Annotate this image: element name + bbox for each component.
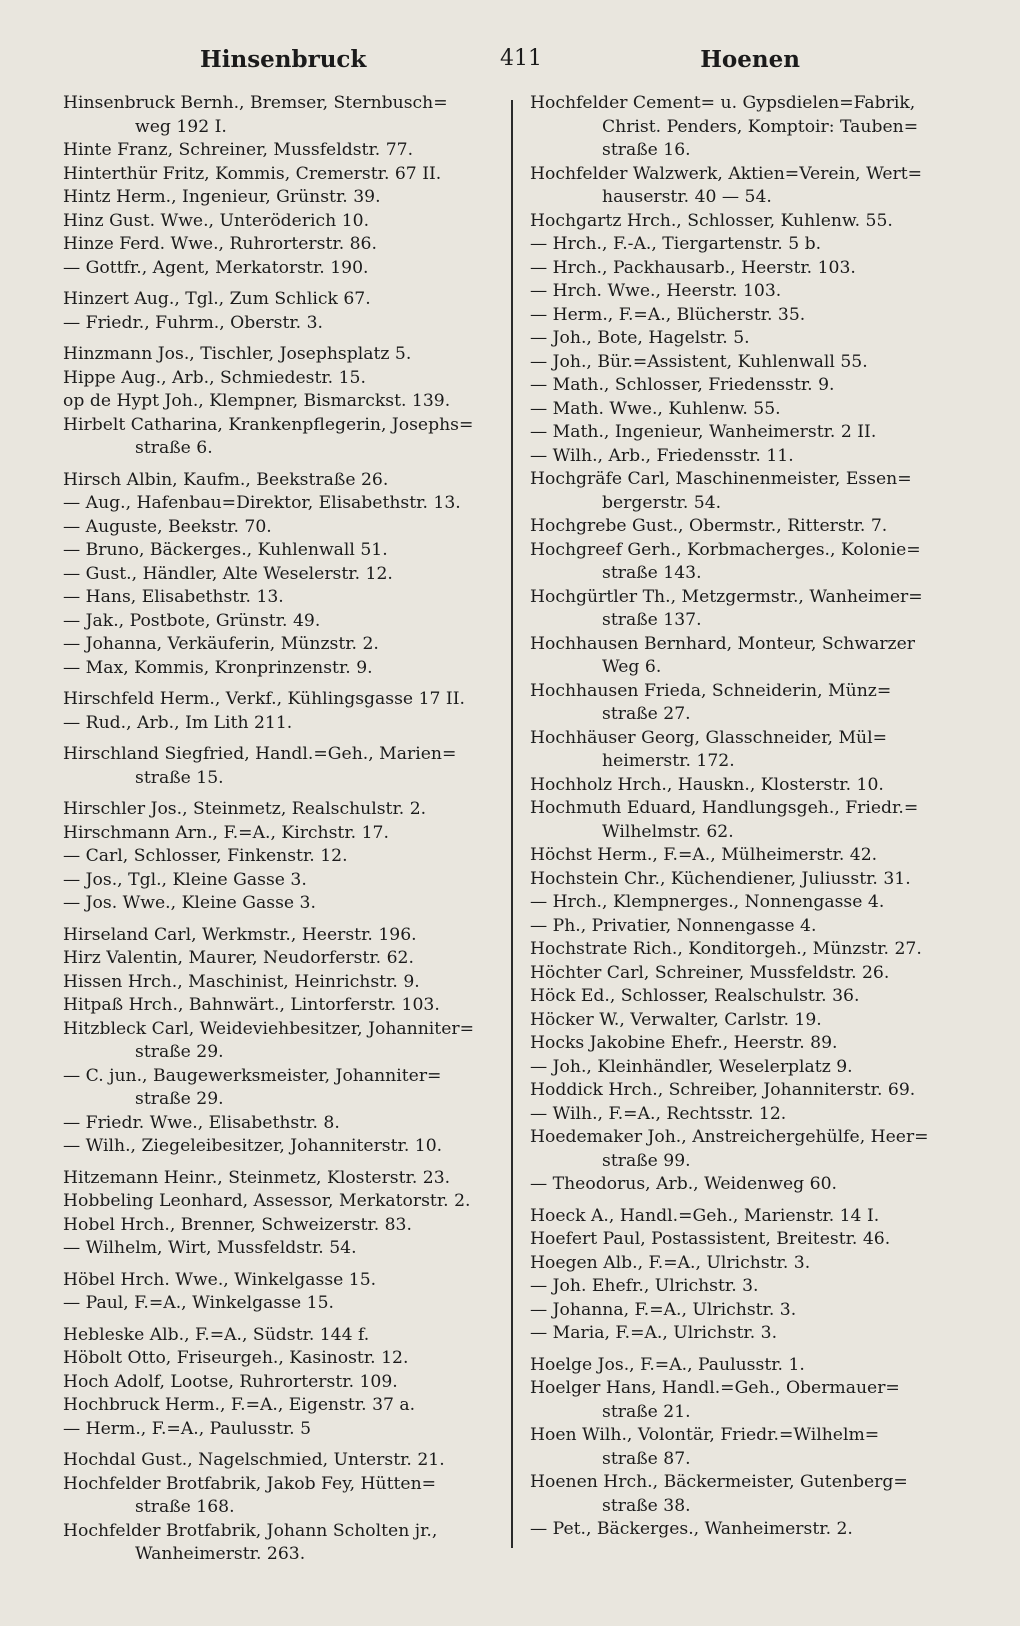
entry-line: — Herm., F.=A., Blücherstr. 35. [530,304,806,325]
entry-line: Hirbelt Catharina, Krankenpflegerin, Josephs= [63,414,474,435]
header-left-keyword: Hinsenbruck [200,46,367,73]
entry-gap [63,1159,495,1167]
entry-line: — Friedr. Wwe., Elisabethstr. 8. [63,1112,340,1133]
entry-line: — Max, Kommis, Kronprinzenstr. 9. [63,657,373,678]
entry-line: op de Hypt Joh., Klempner, Bismarckst. 139. [63,391,451,411]
entry-line: Hochgartz Hrch., Schlosser, Kuhlenw. 55. [530,210,893,231]
directory-entry [530,210,960,234]
directory-entry [63,492,495,516]
entry-line: — Gottfr., Agent, Merkatorstr. 190. [63,257,369,278]
directory-entry [530,1471,960,1518]
entry-line: Hochstrate Rich., Konditorgeh., Münzstr. 27. [530,939,922,959]
directory-entry [530,727,960,774]
entry-line: — Hans, Elisabethstr. 13. [63,587,284,607]
directory-entry [63,610,495,634]
entry-continuation-line: straße 16. [602,140,691,160]
directory-entry [63,845,495,869]
entry-line: Hirsch Albin, Kaufm., Beekstraße 26. [63,469,389,490]
entry-line: Hoefert Paul, Postassistent, Breitestr. 46. [530,1229,891,1249]
entry-continuation-line: Christ. Penders, Komptoir: Tauben= [602,116,919,137]
entry-line: Hochfelder Brotfabrik, Johann Scholten jr., [63,1520,438,1541]
directory-entry [530,1173,960,1197]
entry-line: — Auguste, Beekstr. 70. [63,516,272,537]
entry-line: Hochbruck Herm., F.=A., Eigenstr. 37 a. [63,1395,416,1415]
entry-line: Hinz Gust. Wwe., Unteröderich 10. [63,210,370,231]
directory-entry [530,962,960,986]
directory-entry [530,1079,960,1103]
entry-line: Hochmuth Eduard, Handlungsgeh., Friedr.= [530,798,919,818]
directory-entry [530,1228,960,1252]
entry-line: Hoen Wilh., Volontär, Friedr.=Wilhelm= [530,1425,880,1445]
page-number: 411 [500,46,542,71]
entry-line: Hoenen Hrch., Bäckermeister, Gutenberg= [530,1472,908,1492]
directory-entry [63,1292,495,1316]
entry-line: Hobel Hrch., Brenner, Schweizerstr. 83. [63,1214,412,1235]
entry-line: Hoelger Hans, Handl.=Geh., Obermauer= [530,1378,900,1398]
directory-entry [63,822,495,846]
entry-gap [63,280,495,288]
entry-line: — Wilh., Ziegeleibesitzer, Johanniterstr. 10. [63,1136,443,1156]
entry-line: — Hrch., Klempnerges., Nonnengasse 4. [530,892,885,912]
directory-entry [63,1371,495,1395]
directory-entry [63,563,495,587]
entry-line: — Wilh., F.=A., Rechtsstr. 12. [530,1103,787,1124]
directory-entry [63,1324,495,1348]
directory-entry [63,257,495,281]
directory-entry [530,1205,960,1229]
entry-line: Hochgrebe Gust., Obermstr., Ritterstr. 7. [530,516,888,536]
entry-line: — Hrch. Wwe., Heerstr. 103. [530,281,782,301]
directory-entry [530,92,960,163]
entry-line: Hirschler Jos., Steinmetz, Realschulstr. 2. [63,799,427,819]
entry-line: — Jos., Tgl., Kleine Gasse 3. [63,869,307,890]
directory-entry [63,1347,495,1371]
entry-line: Hintz Herm., Ingenieur, Grünstr. 39. [63,187,381,207]
entry-gap [63,1261,495,1269]
directory-entry [63,92,495,139]
directory-entry [63,1237,495,1261]
entry-line: Höchst Herm., F.=A., Mülheimerstr. 42. [530,845,878,865]
directory-entry [63,924,495,948]
directory-entry [63,343,495,367]
entry-line: — Joh., Bote, Hagelstr. 5. [530,328,750,348]
entry-continuation-line: Weg 6. [602,657,662,677]
directory-entry [530,774,960,798]
entry-gap [63,335,495,343]
entry-line: Hinzert Aug., Tgl., Zum Schlick 67. [63,289,371,309]
directory-entry [63,869,495,893]
directory-entry [530,233,960,257]
entry-line: Hochgürtler Th., Metzgermstr., Wanheimer= [530,586,923,607]
directory-entry [63,1018,495,1065]
entry-line: Hinze Ferd. Wwe., Ruhrorterstr. 86. [63,234,377,254]
column-divider [511,100,513,1548]
entry-continuation-line: straße 137. [602,610,702,630]
entry-line: — Gust., Händler, Alte Weselerstr. 12. [63,563,393,584]
directory-entry [530,680,960,727]
directory-entry [63,516,495,540]
entry-line: Hochhäuser Georg, Glasschneider, Mül= [530,727,888,748]
entry-line: — Paul, F.=A., Winkelgasse 15. [63,1293,334,1313]
entry-line: — Hrch., Packhausarb., Heerstr. 103. [530,257,856,278]
directory-entry [530,938,960,962]
directory-entry [63,312,495,336]
entry-line: Hebleske Alb., F.=A., Südstr. 144 f. [63,1324,370,1345]
directory-entry [530,1252,960,1276]
entry-line: Hochstein Chr., Küchendiener, Juliusstr. 31. [530,868,911,889]
entry-line: Hitzemann Heinr., Steinmetz, Klosterstr. 23. [63,1167,451,1188]
directory-entry [530,351,960,375]
entry-line: Hobbeling Leonhard, Assessor, Merkatorstr. 2. [63,1191,471,1211]
directory-entry [63,1112,495,1136]
directory-entry [530,1275,960,1299]
directory-entry [63,139,495,163]
entry-line: — Jos. Wwe., Kleine Gasse 3. [63,893,316,913]
directory-entry [63,947,495,971]
directory-entry [63,1190,495,1214]
entry-line: Hitpaß Hrch., Bahnwärt., Lintorferstr. 103. [63,995,440,1015]
directory-entry [530,586,960,633]
directory-entry [63,367,495,391]
entry-line: Hochfelder Cement= u. Gypsdielen=Fabrik, [530,93,916,113]
directory-entry [530,1056,960,1080]
directory-entry [63,892,495,916]
entry-line: Hissen Hrch., Maschinist, Heinrichstr. 9. [63,971,420,992]
entry-line: Hoelge Jos., F.=A., Paulusstr. 1. [530,1354,805,1375]
directory-entry [530,374,960,398]
entry-gap [63,916,495,924]
entry-continuation-line: straße 87. [602,1448,691,1469]
entry-line: Höchter Carl, Schreiner, Mussfeldstr. 26. [530,962,890,983]
entry-line: — Johanna, F.=A., Ulrichstr. 3. [530,1299,797,1320]
entry-line: — Rud., Arb., Im Lith 211. [63,712,293,733]
entry-gap [63,1316,495,1324]
entry-gap [63,461,495,469]
entry-line: — Friedr., Fuhrm., Oberstr. 3. [63,312,324,333]
entry-continuation-line: straße 99. [602,1150,691,1171]
entry-line: Hoch Adolf, Lootse, Ruhrorterstr. 109. [63,1371,398,1392]
directory-entry [530,1126,960,1173]
entry-continuation-line: hauserstr. 40 — 54. [602,187,772,207]
left-column [63,92,495,1567]
directory-entry [63,233,495,257]
directory-entry [530,633,960,680]
entry-line: — Math., Ingenieur, Wanheimerstr. 2 II. [530,422,877,442]
entry-line: — Math., Schlosser, Friedensstr. 9. [530,375,835,395]
entry-line: — Wilh., Arb., Friedensstr. 11. [530,445,794,466]
directory-entry [63,798,495,822]
directory-entry [63,414,495,461]
directory-entry [530,539,960,586]
entry-gap [63,1441,495,1449]
entry-line: — Aug., Hafenbau=Direktor, Elisabethstr. 13. [63,493,461,513]
directory-entry [63,633,495,657]
entry-line: Hochfelder Walzwerk, Aktien=Verein, Wert= [530,163,923,184]
entry-line: — Maria, F.=A., Ulrichstr. 3. [530,1323,778,1343]
entry-gap [530,1346,960,1354]
entry-line: — Joh., Bür.=Assistent, Kuhlenwall 55. [530,351,868,372]
directory-entry [530,1354,960,1378]
directory-entry [63,1449,495,1473]
directory-entry [63,712,495,736]
directory-entry [530,844,960,868]
entry-line: Hirschland Siegfried, Handl.=Geh., Marien= [63,744,457,764]
entry-continuation-line: straße 27. [602,704,691,724]
entry-continuation-line: Wilhelmstr. 62. [602,821,734,842]
entry-line: — Joh. Ehefr., Ulrichstr. 3. [530,1276,759,1296]
entry-line: — Bruno, Bäckerges., Kuhlenwall 51. [63,540,388,560]
directory-entry [63,971,495,995]
directory-entry [530,1103,960,1127]
directory-entry [63,586,495,610]
entry-line: Hitzbleck Carl, Weideviehbesitzer, Johanniter= [63,1018,474,1039]
entry-line: Hoegen Alb., F.=A., Ulrichstr. 3. [530,1252,811,1273]
directory-entry [63,390,495,414]
directory-entry [63,1418,495,1442]
entry-line: — C. jun., Baugewerksmeister, Johanniter= [63,1065,442,1086]
entry-line: Hinzmann Jos., Tischler, Josephsplatz 5. [63,344,412,364]
entry-continuation-line: straße 143. [602,563,702,583]
directory-entry [530,1299,960,1323]
header-right-keyword: Hoenen [700,46,800,73]
entry-line: Höck Ed., Schlosser, Realschulstr. 36. [530,986,860,1006]
entry-line: Hirz Valentin, Maurer, Neudorferstr. 62. [63,948,414,968]
entry-continuation-line: straße 29. [135,1042,224,1062]
entry-line: Höbel Hrch. Wwe., Winkelgasse 15. [63,1269,377,1290]
entry-line: — Herm., F.=A., Paulusstr. 5 [63,1418,312,1439]
entry-continuation-line: straße 168. [135,1497,235,1517]
directory-entry [63,539,495,563]
entry-line: — Jak., Postbote, Grünstr. 49. [63,610,321,631]
entry-line: Hippe Aug., Arb., Schmiedestr. 15. [63,367,366,388]
directory-entry [530,1009,960,1033]
directory-entry [63,994,495,1018]
entry-continuation-line: straße 6. [135,438,213,458]
directory-entry [63,1394,495,1418]
directory-entry [530,280,960,304]
directory-entry [530,1322,960,1346]
entry-line: Hochdal Gust., Nagelschmied, Unterstr. 21. [63,1450,445,1470]
directory-entry [63,1065,495,1112]
entry-gap [63,680,495,688]
directory-entry [63,1473,495,1520]
entry-gap [63,790,495,798]
entry-line: — Pet., Bäckerges., Wanheimerstr. 2. [530,1519,853,1539]
directory-entry [63,1135,495,1159]
entry-line: Hirschmann Arn., F.=A., Kirchstr. 17. [63,822,389,843]
entry-line: Hinte Franz, Schreiner, Mussfeldstr. 77. [63,140,414,160]
directory-entry [530,257,960,281]
directory-entry [530,1518,960,1542]
directory-entry [530,445,960,469]
entry-line: Hinsenbruck Bernh., Bremser, Sternbusch= [63,93,448,113]
entry-line: — Ph., Privatier, Nonnengasse 4. [530,915,817,936]
directory-entry [63,163,495,187]
directory-entry [530,797,960,844]
entry-line: Hochgräfe Carl, Maschinenmeister, Essen= [530,469,912,489]
entry-continuation-line: straße 38. [602,1495,691,1516]
entry-line: — Math. Wwe., Kuhlenw. 55. [530,398,781,419]
directory-entry [63,1167,495,1191]
entry-gap [63,735,495,743]
directory-entry [530,398,960,422]
directory-entry [63,288,495,312]
entry-line: Hochhausen Frieda, Schneiderin, Münz= [530,680,892,701]
directory-entry [530,304,960,328]
entry-line: — Hrch., F.-A., Tiergartenstr. 5 b. [530,234,822,254]
directory-entry [530,985,960,1009]
directory-entry [530,163,960,210]
entry-line: Hinterthür Fritz, Kommis, Cremerstr. 67 II. [63,163,442,184]
entry-continuation-line: straße 29. [135,1089,224,1109]
entry-line: Hochholz Hrch., Hauskn., Klosterstr. 10. [530,774,884,795]
entry-line: — Johanna, Verkäuferin, Münzstr. 2. [63,634,379,654]
entry-continuation-line: bergerstr. 54. [602,492,722,513]
entry-line: Hochhausen Bernhard, Monteur, Schwarzer [530,633,915,654]
right-column [530,92,960,1542]
directory-entry [63,186,495,210]
entry-line: Hocks Jakobine Ehefr., Heerstr. 89. [530,1033,838,1053]
page-header [200,46,800,80]
directory-entry [63,1214,495,1238]
entry-continuation-line: weg 192 I. [135,116,227,137]
entry-line: Hirschfeld Herm., Verkf., Kühlingsgasse 17 II. [63,689,465,709]
directory-entry [63,1269,495,1293]
directory-entry [530,327,960,351]
entry-line: — Joh., Kleinhändler, Weselerplatz 9. [530,1056,853,1077]
entry-line: Hochfelder Brotfabrik, Jakob Fey, Hütten= [63,1473,437,1494]
directory-entry [63,210,495,234]
entry-line: — Theodorus, Arb., Weidenweg 60. [530,1174,837,1194]
directory-entry [530,1032,960,1056]
entry-continuation-line: straße 21. [602,1401,691,1422]
directory-entry [63,688,495,712]
entry-line: — Carl, Schlosser, Finkenstr. 12. [63,846,348,866]
directory-entry [530,1377,960,1424]
directory-entry [63,1520,495,1567]
directory-entry [530,1424,960,1471]
entry-line: Hirseland Carl, Werkmstr., Heerstr. 196. [63,924,417,945]
directory-entry [530,468,960,515]
entry-gap [530,1197,960,1205]
entry-continuation-line: Wanheimerstr. 263. [135,1544,306,1564]
directory-entry [63,657,495,681]
entry-continuation-line: heimerstr. 172. [602,751,735,771]
entry-line: Höbolt Otto, Friseurgeh., Kasinostr. 12. [63,1348,409,1368]
directory-entry [63,469,495,493]
directory-entry [530,515,960,539]
entry-line: Höcker W., Verwalter, Carlstr. 19. [530,1009,822,1030]
directory-entry [530,421,960,445]
directory-entry [530,915,960,939]
entry-line: Hoeck A., Handl.=Geh., Marienstr. 14 I. [530,1205,880,1226]
directory-entry [530,868,960,892]
directory-entry [530,891,960,915]
entry-line: Hoedemaker Joh., Anstreichergehülfe, Heer= [530,1127,929,1147]
entry-line: — Wilhelm, Wirt, Mussfeldstr. 54. [63,1238,357,1258]
directory-entry [63,743,495,790]
entry-line: Hochgreef Gerh., Korbmacherges., Kolonie= [530,539,921,560]
entry-continuation-line: straße 15. [135,767,224,788]
entry-line: Hoddick Hrch., Schreiber, Johanniterstr. 69. [530,1080,916,1100]
